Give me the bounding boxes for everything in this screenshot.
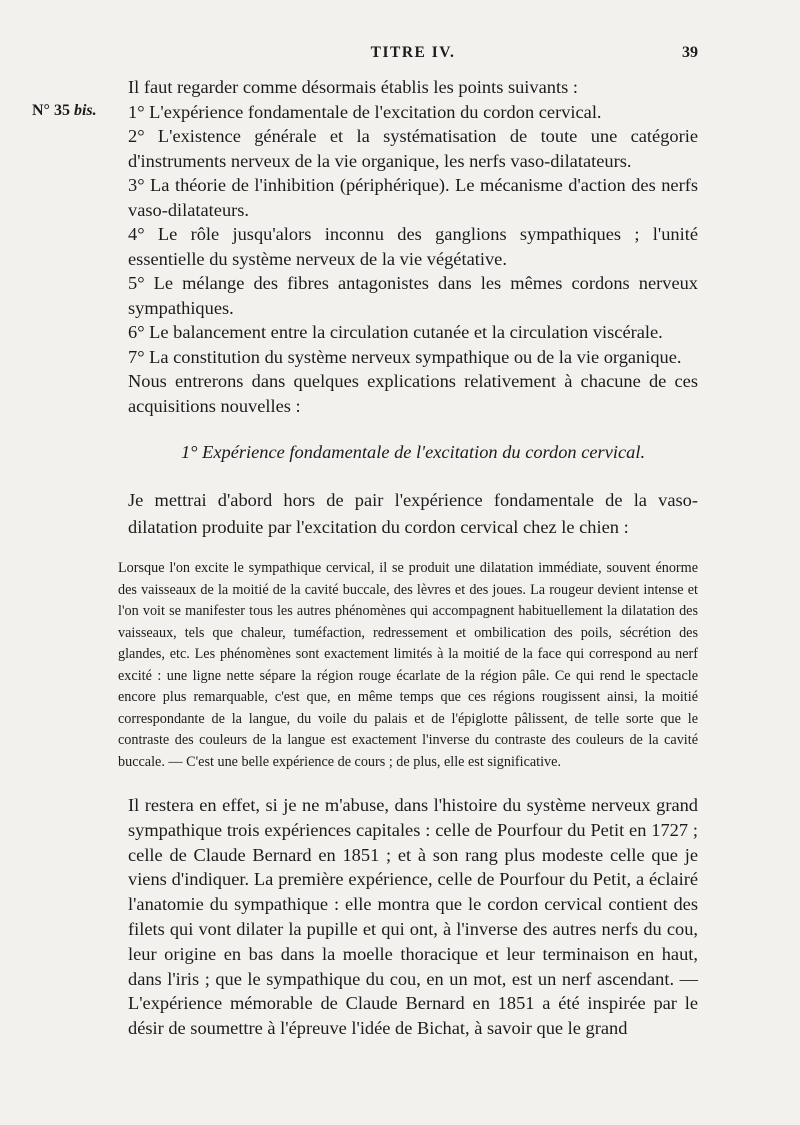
points-block [128, 75, 698, 418]
after-heading-paragraph: Je mettrai d'abord hors de pair l'expérience fondamentale de la vaso-dilatation produite par l'excitation du cordon cervical chez le chien : [128, 490, 698, 537]
point-4: 4° Le rôle jusqu'alors inconnu des ganglions sympathiques ; l'unité essentielle du système nerveux de la vie végétative. [128, 224, 698, 269]
closing-paragraph: Il restera en effet, si je ne m'abuse, dans l'histoire du système nerveux grand sympathique trois expériences capitales : celle de Pourfour du Petit en 1727 ; celle de Claude Bernard en 1851 ; et à son rang plus modeste celle que je viens d'indiquer. La première expérience, celle de Pourfour du Petit, a éclairé l'anatomie du sympathique : elle montra que le cordon cervical contient des filets qui vont dilater la pupille et qui ont, à l'inverse des autres nerfs du cou, leur origine en bas dans la moelle thoracique et leur terminaison en haut, dans l'iris ; que le sympathique du cou, en un mot, est un nerf ascendant. — L'expérience mémorable de Claude Bernard en 1851 a été inspirée par le désir de soumettre à l'épreuve l'idée de Bichat, à savoir que le grand [128, 795, 698, 1039]
point-3: 3° La théorie de l'inhibition (périphérique). Le mécanisme d'action des nerfs vaso-dilatateurs. [128, 175, 698, 220]
point-2: 2° L'existence générale et la systématisation de toute une catégorie d'instruments nerveux de la vie organique, les nerfs vaso-dilatateurs. [128, 126, 698, 171]
point-5: 5° Le mélange des fibres antagonistes dans les mêmes cordons nerveux sympathiques. [128, 273, 698, 318]
after-heading-block [128, 487, 698, 541]
intro-paragraph: Il faut regarder comme désormais établis les points suivants : [128, 77, 578, 97]
point-6: 6° Le balancement entre la circulation cutanée et la circulation viscérale. [128, 322, 663, 342]
quote-paragraph: Lorsque l'on excite le sympathique cervical, il se produit une dilatation immédiate, souvent énorme des vaisseaux de la moitié de la cavité buccale, des lèvres et des joues. La rougeur devient intense et l'on voit se manifester tous les autres phénomènes qui accompagnent habituellement la dilatation des vaisseaux, tels que chaleur, tuméfaction, redressement et ombilication des poils, sécrétion des glandes, etc. Les phénomènes sont exactement limités à la moitié de la face qui correspond au nerf excité : une ligne nette sépare la région rouge écarlate de la région pâle. Ce qui rend le spectacle encore plus remarquable, c'est que, en même temps que ces régions rougissent ainsi, la moitié correspondante de la langue, du voile du palais et de l'épiglotte pâlissent, de telle sorte que le contraste des couleurs de la langue est exactement l'inverse du contraste des couleurs de la cavité buccale. — C'est une belle expérience de cours ; de plus, elle est significative. [118, 560, 698, 770]
explanations-paragraph: Nous entrerons dans quelques explications relativement à chacune de ces acquisitions nouvelles : [128, 371, 698, 416]
page-header [128, 44, 698, 70]
closing-block [128, 793, 698, 1041]
section-heading: 1° Expérience fondamentale de l'excitation du cordon cervical. [180, 442, 646, 462]
point-7: 7° La constitution du système nerveux sympathique ou de la vie organique. [128, 346, 682, 367]
running-title: TITRE IV. [370, 44, 456, 61]
point-1: 1° L'expérience fondamentale de l'excitation du cordon cervical. [128, 101, 602, 122]
margin-note-suffix: bis. [73, 102, 97, 119]
margin-note-label: N° 35 [32, 102, 70, 119]
margin-note [32, 102, 97, 120]
page-number: 39 [682, 44, 698, 61]
quoted-passage [118, 558, 698, 773]
